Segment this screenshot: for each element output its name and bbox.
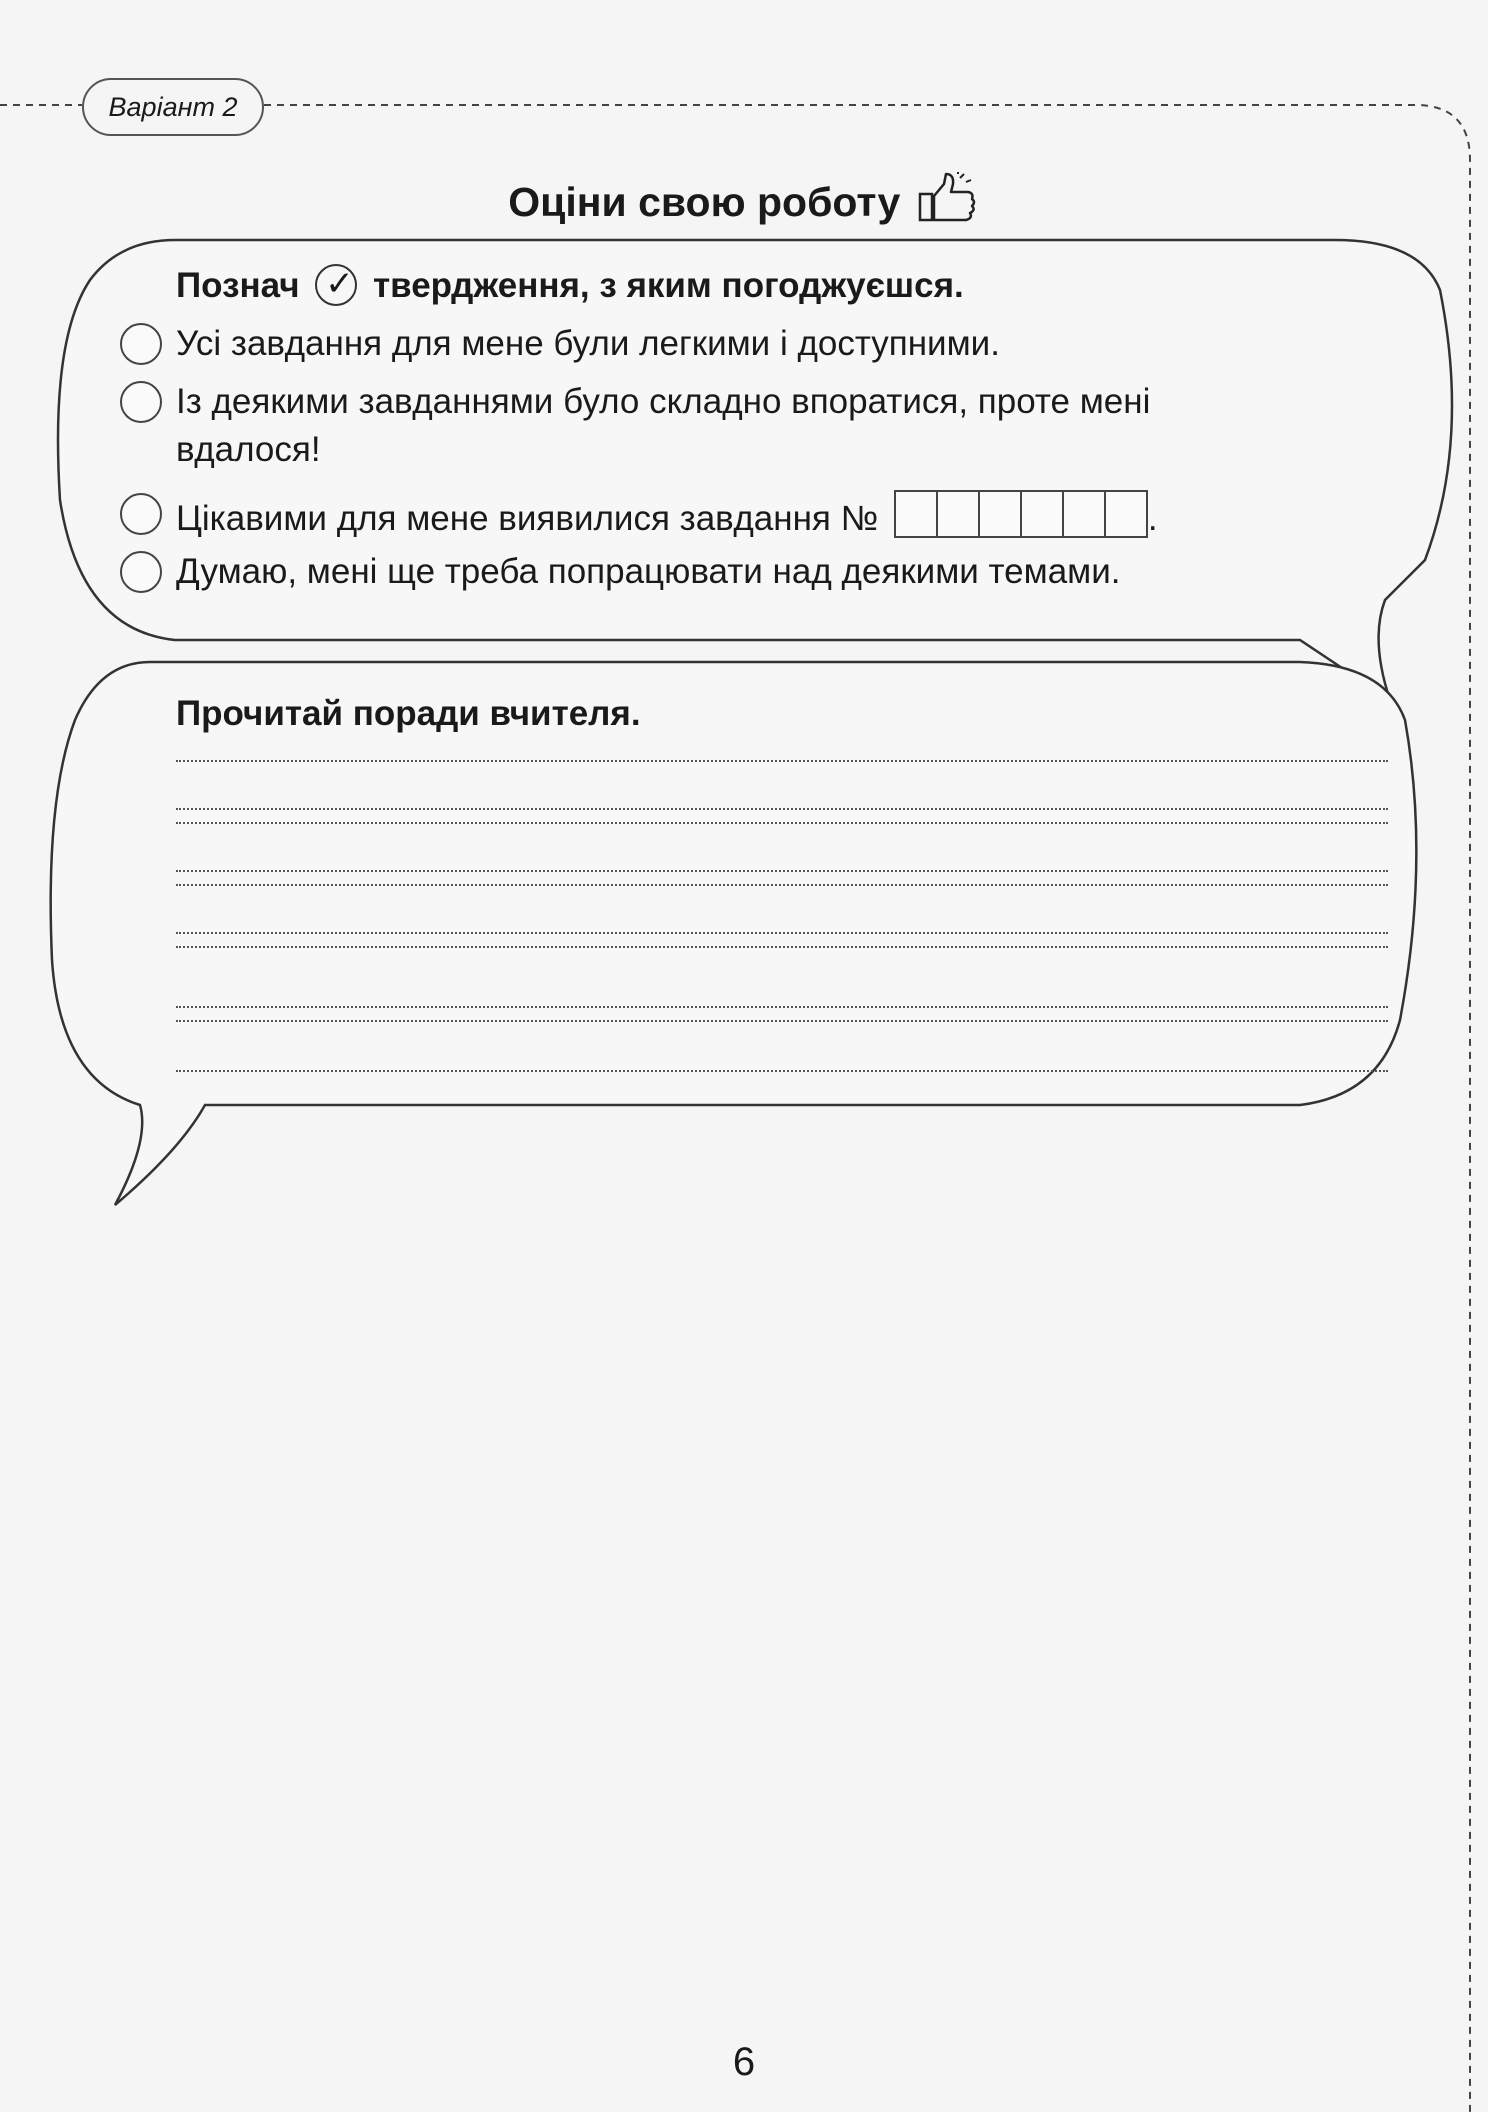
option-4[interactable]: [120, 548, 1121, 596]
option-checkbox[interactable]: [120, 493, 162, 535]
advice-line: [176, 1020, 1388, 1022]
option-checkbox[interactable]: [120, 323, 162, 365]
heading-after: твердження, з яким погоджуєшся.: [373, 266, 964, 305]
heading-before: Познач: [176, 266, 300, 305]
advice-line: [176, 932, 1388, 934]
option-1[interactable]: [120, 320, 1000, 368]
checkmark-circle-icon: ✓: [315, 264, 357, 306]
variant-tag: Варіант 2: [82, 78, 264, 136]
option-checkbox[interactable]: [120, 551, 162, 593]
option-2[interactable]: [120, 378, 1150, 474]
page-number: 6: [732, 2040, 756, 2084]
advice-line: [176, 1070, 1388, 1072]
advice-line: [176, 870, 1388, 872]
page-title: [0, 172, 1488, 234]
advice-line: [176, 884, 1388, 886]
task-number-boxes[interactable]: [896, 490, 1148, 538]
option-label: Думаю, мені ще треба попрацювати над деякими темами.: [176, 552, 1121, 591]
advice-line: [176, 1006, 1388, 1008]
advice-line: [176, 946, 1388, 948]
advice-line: [176, 760, 1388, 762]
bubble1-heading: [176, 264, 964, 306]
advice-line: [176, 808, 1388, 810]
advice-line: [176, 822, 1388, 824]
title-text: Оціни свою роботу: [508, 179, 901, 225]
option-label: Усі завдання для мене були легкими і доступними.: [176, 324, 1000, 363]
thumbs-up-icon: [918, 172, 980, 234]
bubble2-heading: Прочитай поради вчителя.: [176, 694, 641, 733]
option-3[interactable]: [120, 490, 1158, 543]
option-label: Цікавими для мене виявилися завдання № .: [176, 490, 1158, 543]
option-label: Із деякими завданнями було складно впоратися, проте мені вдалося!: [176, 382, 1151, 469]
option-checkbox[interactable]: [120, 381, 162, 423]
